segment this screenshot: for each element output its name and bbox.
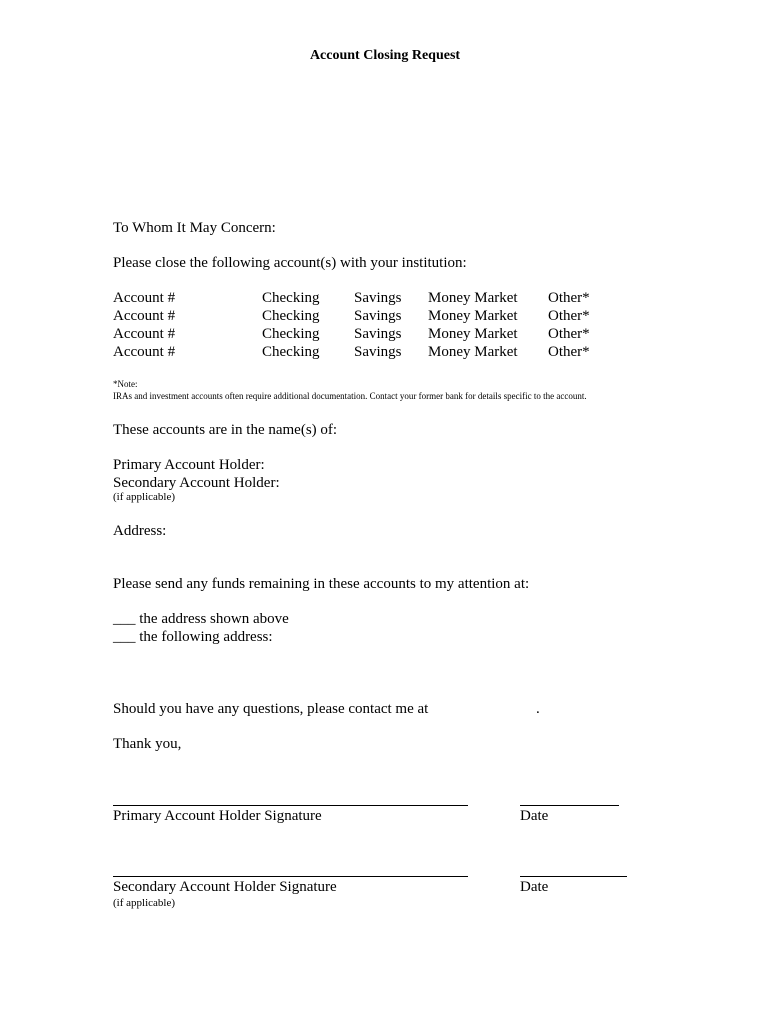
option-shown-address: ___ the address shown above: [113, 611, 289, 627]
checking-option: Checking: [262, 290, 320, 306]
secondary-holder-label: Secondary Account Holder:: [113, 475, 280, 491]
money-market-option: Money Market: [428, 308, 518, 324]
other-option: Other*: [548, 308, 590, 324]
account-number-label: Account #: [113, 290, 176, 306]
address-label: Address:: [113, 523, 167, 539]
checking-option: Checking: [262, 344, 320, 360]
secondary-signature-line: [113, 876, 468, 877]
primary-signature-line: [113, 805, 468, 806]
money-market-option: Money Market: [428, 326, 518, 342]
contact-line: Should you have any questions, please contact me at: [113, 701, 429, 717]
other-option: Other*: [548, 326, 590, 342]
primary-date-label: Date: [520, 808, 549, 824]
secondary-if-applicable: (if applicable): [113, 491, 175, 503]
checking-option: Checking: [262, 308, 320, 324]
secondary-date-label: Date: [520, 879, 549, 895]
savings-option: Savings: [354, 326, 402, 342]
checking-option: Checking: [262, 326, 320, 342]
account-number-label: Account #: [113, 326, 176, 342]
account-number-label: Account #: [113, 344, 176, 360]
names-intro: These accounts are in the name(s) of:: [113, 422, 338, 438]
funds-intro: Please send any funds remaining in these accounts to my attention at:: [113, 576, 530, 592]
secondary-date-line: [520, 876, 627, 877]
secondary-signature-label: Secondary Account Holder Signature: [113, 879, 337, 895]
page-title: Account Closing Request: [309, 48, 461, 63]
note-text: IRAs and investment accounts often require additional documentation. Contact your former bank for details specific to the account.: [113, 391, 587, 401]
intro-text: Please close the following account(s) with your institution:: [113, 255, 467, 271]
contact-period: .: [536, 701, 540, 717]
option-following-address: ___ the following address:: [113, 629, 273, 645]
secondary-signature-if-applicable: (if applicable): [113, 897, 175, 909]
savings-option: Savings: [354, 308, 402, 324]
note-heading: *Note:: [113, 379, 138, 389]
money-market-option: Money Market: [428, 290, 518, 306]
account-number-label: Account #: [113, 308, 176, 324]
savings-option: Savings: [354, 290, 402, 306]
primary-holder-label: Primary Account Holder:: [113, 457, 265, 473]
other-option: Other*: [548, 344, 590, 360]
primary-date-line: [520, 805, 619, 806]
primary-signature-label: Primary Account Holder Signature: [113, 808, 322, 824]
savings-option: Savings: [354, 344, 402, 360]
other-option: Other*: [548, 290, 590, 306]
closing: Thank you,: [113, 736, 182, 752]
money-market-option: Money Market: [428, 344, 518, 360]
greeting: To Whom It May Concern:: [113, 220, 276, 236]
